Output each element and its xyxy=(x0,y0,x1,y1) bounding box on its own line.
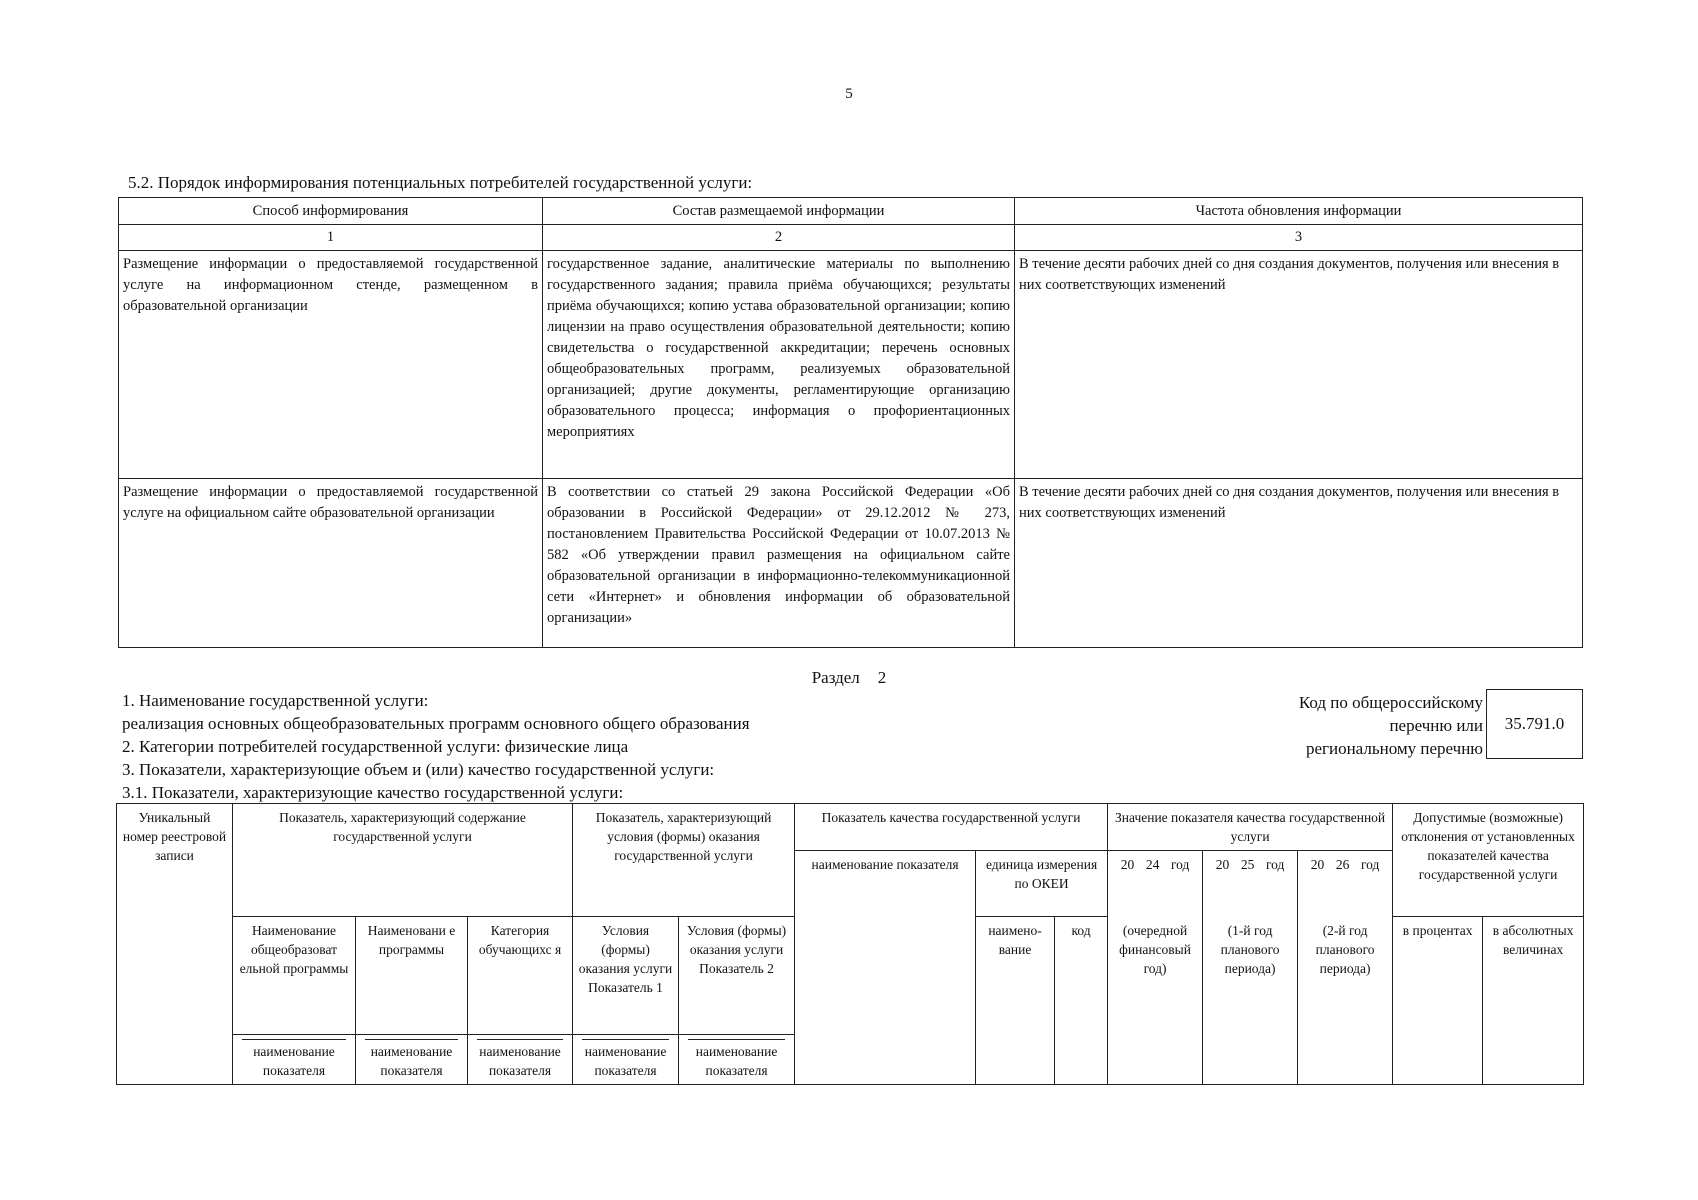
section-word: Раздел xyxy=(811,668,860,687)
content-indicator-header: Показатель, характеризующий содержание государственной услуги xyxy=(233,804,573,917)
quality-indicator-header: Показатель качества государственной услуги xyxy=(795,804,1108,851)
year-word: год xyxy=(1360,857,1380,872)
registry-code-label-line: региональному перечню xyxy=(1305,739,1483,758)
unit-header: единица измерения по ОКЕИ xyxy=(976,851,1108,917)
column-number-2: 2 xyxy=(543,225,1015,251)
table-row xyxy=(119,479,1583,648)
quality-indicators-heading: 3.1. Показатели, характеризующие качество государственной услуги: xyxy=(122,783,624,802)
quality-indicators-table xyxy=(116,803,1584,1085)
year-word: год xyxy=(1170,857,1190,872)
frequency-cell: В течение десяти рабочих дней со дня создания документов, получения или внесения в них соответствующих изменений xyxy=(1015,251,1583,479)
conditions-indicator-header: Показатель, характеризующий условия (формы) оказания государственной услуги xyxy=(573,804,795,917)
section-title xyxy=(0,668,1698,688)
sub-indicator-name-label: наименование показателя xyxy=(365,1039,458,1080)
column-number-3: 3 xyxy=(1015,225,1583,251)
sub-indicator-name-label: наименование показателя xyxy=(477,1039,563,1080)
year-2-header xyxy=(1203,851,1298,917)
header-content: Состав размещаемой информации xyxy=(543,198,1015,225)
method-cell: Размещение информации о предоставляемой государственной услуге на информационном стенде, размещенном в образовательной организации xyxy=(119,251,543,479)
service-name-label: 1. Наименование государственной услуги: xyxy=(122,691,429,710)
unit-name-header: наимено-вание xyxy=(976,917,1055,1085)
consumer-categories: 2. Категории потребителей государственной услуги: физические лица xyxy=(122,737,629,756)
unique-number-header: Уникальный номер реестровой записи xyxy=(117,804,233,1085)
content-col-program: Наименование общеобразоват ельной программы xyxy=(233,917,356,1035)
sub-indicator-name xyxy=(356,1035,468,1085)
registry-code-box: 35.791.0 xyxy=(1486,689,1583,759)
indicator-name-header: наименование показателя xyxy=(795,851,976,1085)
column-number-1: 1 xyxy=(119,225,543,251)
section-5-2-heading: 5.2. Порядок информирования потенциальных потребителей государственной услуги: xyxy=(128,173,753,192)
registry-code-label xyxy=(1223,691,1483,760)
sub-indicator-name-label: наименование показателя xyxy=(242,1039,346,1080)
year-1-value: 24 xyxy=(1145,857,1160,872)
section-number: 2 xyxy=(877,668,887,687)
year-3-header xyxy=(1298,851,1393,917)
sub-indicator-name xyxy=(679,1035,795,1085)
content-col-student-category: Категория обучающихс я xyxy=(468,917,573,1035)
deviation-absolute-header: в абсолютных величинах xyxy=(1483,917,1584,1085)
registry-code-label-line: Код по общероссийскому xyxy=(1298,693,1483,712)
content-cell: В соответствии со статьей 29 закона Российской Федерации «Об образовании в Российской Федерации» от 29.12.2012 № 273, постановлением Правительства Российской Федерации от 10.07.2013 № 582 «Об утверждении правил размещения на официальном сайте образовательной организации в информационно-телекоммуникационной сети «Интернет» и обновления информации об образовательной организации» xyxy=(543,479,1015,648)
frequency-cell: В течение десяти рабочих дней со дня создания документов, получения или внесения в них соответствующих изменений xyxy=(1015,479,1583,648)
year-2-value: 25 xyxy=(1240,857,1255,872)
quality-value-header: Значение показателя качества государственной услуги xyxy=(1108,804,1393,851)
year-3-value: 26 xyxy=(1335,857,1350,872)
year-word: год xyxy=(1265,857,1285,872)
year-1-header xyxy=(1108,851,1203,917)
deviation-header: Допустимые (возможные) отклонения от установленных показателей качества государственной услуги xyxy=(1393,804,1584,917)
header-method: Способ информирования xyxy=(119,198,543,225)
sub-indicator-name-label: наименование показателя xyxy=(582,1039,669,1080)
information-order-table xyxy=(118,197,1583,648)
condition-col-2: Условия (формы) оказания услуги Показатель 2 xyxy=(679,917,795,1035)
content-cell: государственное задание, аналитические материалы по выполнению государственного задания; правила приёма обучающихся; результаты приёма обучающихся; копию устава образовательной организации; копию лицензии на право осуществления образовательной деятельности; копию свидетельства о государственной аккредитации; перечень основных общеобразовательных программ, реализуемых образовательной организацией; другие документы, регламентирующие организацию образовательного процесса; информация о профориентационных мероприятиях xyxy=(543,251,1015,479)
condition-col-1: Условия (формы) оказания услуги Показатель 1 xyxy=(573,917,679,1035)
service-name-value: реализация основных общеобразовательных программ основного общего образования xyxy=(122,714,750,733)
sub-indicator-name xyxy=(573,1035,679,1085)
sub-indicator-name xyxy=(233,1035,356,1085)
content-col-program-name: Наименовани е программы xyxy=(356,917,468,1035)
sub-indicator-name xyxy=(468,1035,573,1085)
year-1-note: (очередной финансовый год) xyxy=(1108,917,1203,1085)
year-3-note: (2-й год планового периода) xyxy=(1298,917,1393,1085)
header-frequency: Частота обновления информации xyxy=(1015,198,1583,225)
year-prefix: 20 xyxy=(1120,857,1135,872)
deviation-percent-header: в процентах xyxy=(1393,917,1483,1085)
sub-indicator-name-label: наименование показателя xyxy=(688,1039,785,1080)
year-prefix: 20 xyxy=(1310,857,1325,872)
year-prefix: 20 xyxy=(1215,857,1230,872)
year-2-note: (1-й год планового периода) xyxy=(1203,917,1298,1085)
method-cell: Размещение информации о предоставляемой государственной услуге на официальном сайте образовательной организации xyxy=(119,479,543,648)
registry-code-label-line: перечню или xyxy=(1389,716,1483,735)
indicators-heading: 3. Показатели, характеризующие объем и (или) качество государственной услуги: xyxy=(122,760,715,779)
table-row xyxy=(119,251,1583,479)
unit-code-header: код xyxy=(1055,917,1108,1085)
page-number: 5 xyxy=(845,86,853,102)
